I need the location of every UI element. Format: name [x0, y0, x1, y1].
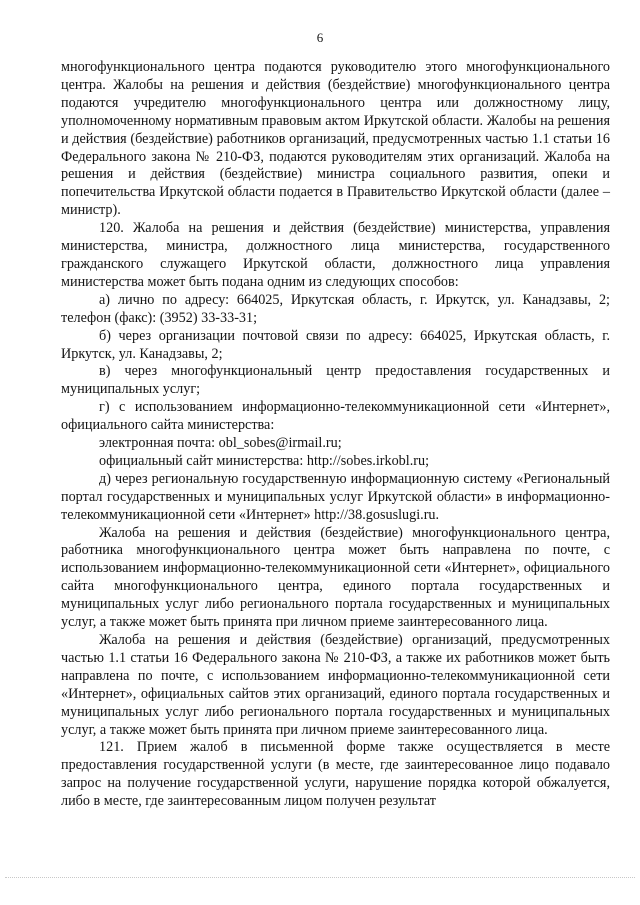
- paragraph-method-d-regional-portal: д) через региональную государственную информационную систему «Региональный портал государственных и муниципальных услуг Иркутской области» в информационно-телекоммуникационной сети «Интернет» http://38.gosuslugi.ru.: [61, 470, 610, 523]
- paragraph-method-g-internet: г) с использованием информационно-телекоммуникационной сети «Интернет», официального сайта министерства:: [61, 399, 610, 434]
- paragraph-mfc-complaint-channels: Жалоба на решения и действия (бездействие) многофункционального центра, работника многофункционального центра может быть направлена по почте, с использованием информационно-телекоммуникационной сети «Интернет», официального сайта многофункционального центра, единого портала государственных и муниципальных услуг либо регионального портала государственных и муниципальных услуг, а также может быть принята при личном приеме заинтересованного лица.: [61, 524, 610, 631]
- document-body: [61, 59, 610, 811]
- paragraph-organizations-complaint-channels: Жалоба на решения и действия (бездействие) организаций, предусмотренных частью 1.1 статьи 16 Федерального закона № 210-ФЗ, а также их работников может быть направлена по почте, с использованием информационно-телекоммуникационной сети «Интернет», официальных сайтов этих организаций, единого портала государственных и муниципальных услуг либо регионального портала государственных и муниципальных услуг, а также может быть принята при личном приеме заинтересованного лица.: [61, 632, 610, 738]
- paragraph-official-website: официальный сайт министерства: http://sobes.irkobl.ru;: [99, 452, 430, 469]
- paragraph-121-written-complaints: 121. Прием жалоб в письменной форме также осуществляется в месте предоставления государственной услуги (в месте, где заинтересованное лицо подавало запрос на получение государственной услуги, нарушение порядка которой обжалуется, либо в месте, где заинтересованным лицом получен результат: [61, 739, 610, 810]
- paragraph-method-a-in-person: а) лично по адресу: 664025, Иркутская область, г. Иркутск, ул. Канадзавы, 2; телефон (факс): (3952) 33-33-31;: [61, 291, 610, 326]
- paragraph-120-complaint-methods: 120. Жалоба на решения и действия (бездействие) министерства, управления министерства, министра, должностного лица министерства, государственного гражданского служащего Иркутской области, должностного лица управления министерства может быть подана одним из следующих способов:: [61, 220, 610, 290]
- paragraph-email: электронная почта: obl_sobes@irmail.ru;: [99, 435, 342, 452]
- page-number: 6: [316, 30, 324, 45]
- paragraph-method-v-mfc: в) через многофункциональный центр предоставления государственных и муниципальных услуг;: [61, 363, 610, 398]
- paragraph-method-b-post: б) через организации почтовой связи по адресу: 664025, Иркутская область, г. Иркутск, ул. Канадзавы, 2;: [61, 327, 610, 362]
- paragraph-continuation-complaints-mfc: многофункционального центра подаются руководителю этого многофункционального центра. Жалобы на решения и действия (бездействие) многофункционального центра подаются учредителю многофункционального центра или должностному лицу, уполномоченному нормативным правовым актом Иркутской области. Жалобы на решения и действия (бездействие) работников организаций, предусмотренных частью 1.1 статьи 16 Федерального закона № 210-ФЗ, подаются руководителям этих организаций. Жалоба на решения и действия (бездействие) министра социального развития, опеки и попечительства Иркутской области подается в Правительство Иркутской области (далее – министр).: [61, 59, 610, 219]
- scan-edge-line: [5, 877, 635, 878]
